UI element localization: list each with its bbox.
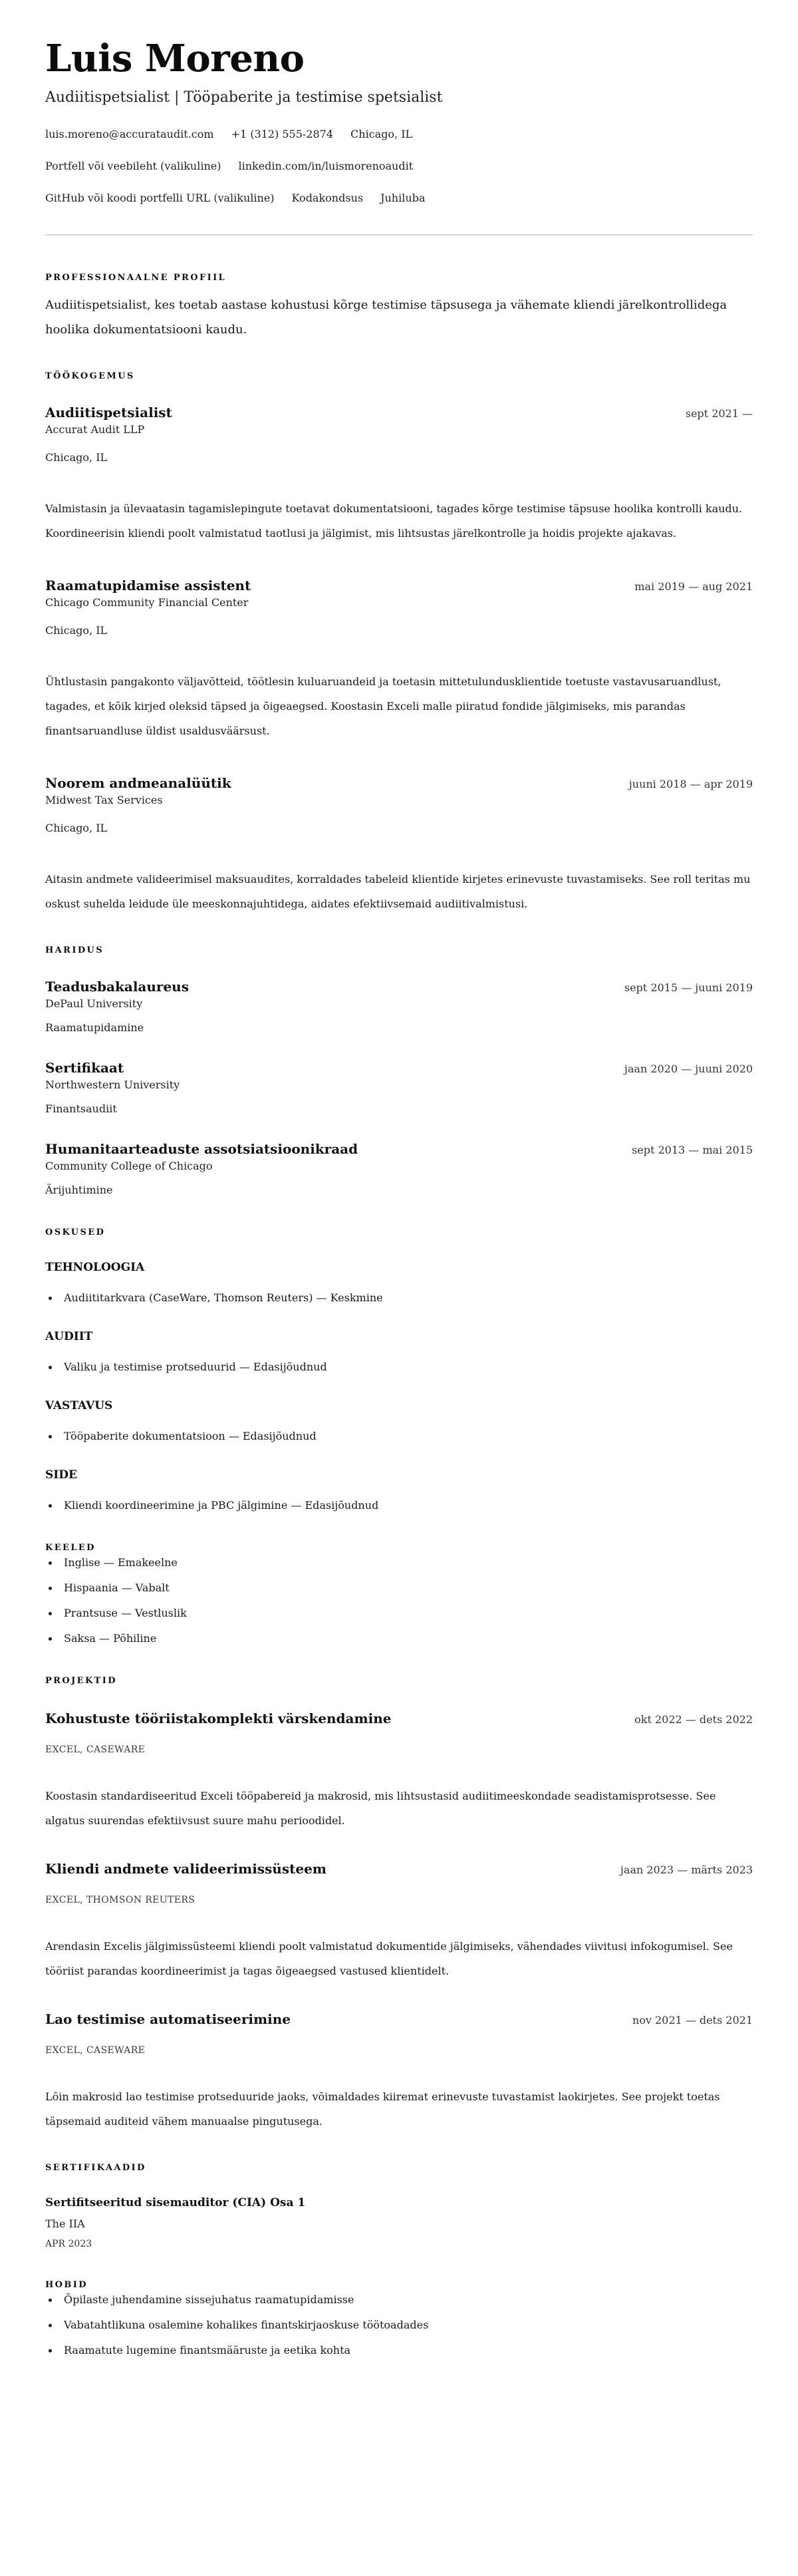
field-of-study: Ärijuhtimine xyxy=(45,1184,113,1196)
section-title-certifications: SERTIFIKAADID xyxy=(45,2163,146,2173)
hobby-item: Vabatahtlikuna osalemine kohalikes finantskirjaoskuse töötoadades xyxy=(45,2317,753,2333)
skill-item: Kliendi koordineerimine ja PBC jälgimine — Edasijõudnud xyxy=(45,1498,753,1514)
job-dates: mai 2019 — aug 2021 xyxy=(634,580,753,593)
education-dates: sept 2013 — mai 2015 xyxy=(632,1144,753,1156)
phone-number: +1 (312) 555-2874 xyxy=(231,128,334,140)
skills-section xyxy=(45,1226,753,1514)
job-description: Valmistasin ja ülevaatasin tagamislepingute toetavat dokumentatsiooni, tagades kõrge testimise täpsuse hoolika kontrolli kaudu. Koordineerisin kliendi poolt valmistatud taotlusi ja jälgimist, mis lihtsustas järelkontrolle ja hoidis projekte ajakavas. xyxy=(45,502,743,540)
linkedin-link[interactable]: linkedin.com/in/luismorenoaudit xyxy=(238,160,414,172)
degree-title: Humanitaarteaduste assotsiatsioonikraad xyxy=(45,1141,358,1157)
school-name: DePaul University xyxy=(45,997,143,1010)
job-title: Noorem andmeanalüütik xyxy=(45,775,231,791)
skill-group xyxy=(45,1259,753,1306)
skill-category: TEHNOLOOGIA xyxy=(45,1261,145,1274)
project-tech: EXCEL, CASEWARE xyxy=(45,2045,146,2056)
skill-item: Tööpaberite dokumentatsioon — Edasijõudnud xyxy=(45,1428,753,1444)
language-item: Hispaania — Vabalt xyxy=(45,1580,753,1596)
skill-list xyxy=(45,1359,753,1375)
job-company: Accurat Audit LLP xyxy=(45,423,145,436)
section-title-languages: KEELED xyxy=(45,1543,96,1553)
job-entry xyxy=(45,774,753,916)
contact-row xyxy=(45,126,753,142)
profile-section xyxy=(45,271,753,342)
project-entry xyxy=(45,1709,753,1833)
education-entry xyxy=(45,1058,753,1117)
job-dates: juuni 2018 — apr 2019 xyxy=(628,778,753,790)
profile-summary: Audiitispetsialist, kes toetab aastase kohustusi kõrge testimise täpsusega ja vähemate kliendi järelkontrollidega hoolika dokumentatsiooni kaudu. xyxy=(45,298,728,337)
language-item: Inglise — Emakeelne xyxy=(45,1555,753,1571)
job-location: Chicago, IL xyxy=(45,451,108,464)
project-dates: okt 2022 — dets 2022 xyxy=(634,1713,753,1726)
education-dates: sept 2015 — juuni 2019 xyxy=(624,981,753,994)
job-title: Raamatupidamise assistent xyxy=(45,577,251,593)
skill-category: AUDIIT xyxy=(45,1330,93,1343)
job-location: Chicago, IL xyxy=(45,822,108,834)
projects-section xyxy=(45,1675,753,2134)
project-dates: jaan 2023 — märts 2023 xyxy=(620,1863,753,1876)
certification-date: APR 2023 xyxy=(45,2239,92,2249)
certification-entry xyxy=(45,2195,753,2251)
field-of-study: Raamatupidamine xyxy=(45,1021,144,1034)
skill-group xyxy=(45,1398,753,1444)
contact-block xyxy=(45,126,753,206)
language-item: Prantsuse — Vestluslik xyxy=(45,1605,753,1621)
project-tech: EXCEL, THOMSON REUTERS xyxy=(45,1895,196,1905)
project-entry xyxy=(45,1859,753,1983)
project-entry xyxy=(45,2010,753,2134)
section-title-education: HARIDUS xyxy=(45,945,104,955)
section-title-profile: PROFESSIONAALNE PROFIIL xyxy=(45,273,227,283)
skill-category: SIDE xyxy=(45,1468,77,1482)
project-name: Lao testimise automatiseerimine xyxy=(45,2011,291,2027)
contact-row xyxy=(45,190,753,206)
project-name: Kliendi andmete valideerimissüsteem xyxy=(45,1861,327,1877)
project-description: Arendasin Excelis jälgimissüsteemi kliendi poolt valmistatud dokumentide jälgimiseks, vähendades viivitusi infokogumisel. See tööriist parandas koordineerimist ja tagas õigeaegsed vastused klientidelt. xyxy=(45,1940,733,1977)
education-section xyxy=(45,944,753,1198)
school-name: Northwestern University xyxy=(45,1078,180,1091)
language-list xyxy=(45,1555,753,1647)
job-entry xyxy=(45,403,753,546)
skill-group xyxy=(45,1329,753,1375)
section-title-skills: OSKUSED xyxy=(45,1227,106,1237)
field-of-study: Finantsaudiit xyxy=(45,1102,117,1115)
project-name: Kohustuste tööriistakomplekti värskendamine xyxy=(45,1710,392,1726)
skill-list xyxy=(45,1428,753,1444)
job-description: Aitasin andmete valideerimisel maksuaudites, korraldades tabeleid klientide kirjetes erinevuste tuvastamiseks. See roll teritas mu oskust suhelda leidude üle meeskonnajuhtidega, aidates efektiivsemaid audiitivalmistusi. xyxy=(45,873,751,910)
location: Chicago, IL xyxy=(350,128,413,140)
education-entry xyxy=(45,977,753,1036)
certification-issuer: The IIA xyxy=(45,2217,85,2230)
experience-section xyxy=(45,370,753,916)
hobby-item: Raamatute lugemine finantsmääruste ja eetika kohta xyxy=(45,2342,753,2358)
project-dates: nov 2021 — dets 2021 xyxy=(632,2014,753,2026)
job-company: Chicago Community Financial Center xyxy=(45,596,249,609)
resume-header xyxy=(45,35,753,236)
skill-list xyxy=(45,1290,753,1306)
drivers-license: Juhiluba xyxy=(380,192,426,204)
degree-title: Sertifikaat xyxy=(45,1060,124,1076)
degree-title: Teadusbakalaureus xyxy=(45,979,189,995)
email-link[interactable]: luis.moreno@accurataudit.com xyxy=(45,128,214,140)
hobby-list xyxy=(45,2292,753,2358)
job-entry xyxy=(45,576,753,743)
section-title-experience: TÖÖKOGEMUS xyxy=(45,371,135,381)
project-description: Koostasin standardiseeritud Exceli tööpabereid ja makrosid, mis lihtsustasid audiitimeeskondade seadistamisprotsesse. See algatus suurendas efektiivsust suure mahu perioodidel. xyxy=(45,1790,716,1827)
hobbies-section xyxy=(45,2279,753,2358)
project-description: Lõin makrosid lao testimise protseduuride jaoks, võimaldades kiiremat erinevuste tuvastamist laokirjetes. See projekt toetas täpsemaid auditeid vähem manuaalse pingutusega. xyxy=(45,2090,720,2128)
section-title-hobbies: HOBID xyxy=(45,2280,88,2290)
skill-item: Audiititarkvara (CaseWare, Thomson Reuters) — Keskmine xyxy=(45,1290,753,1306)
section-title-projects: PROJEKTID xyxy=(45,1676,117,1686)
school-name: Community College of Chicago xyxy=(45,1160,213,1172)
job-dates: sept 2021 — xyxy=(685,407,753,420)
education-dates: jaan 2020 — juuni 2020 xyxy=(624,1062,753,1075)
candidate-name: Luis Moreno xyxy=(45,37,305,80)
skill-list xyxy=(45,1498,753,1514)
skill-item: Valiku ja testimise protseduurid — Edasijõudnud xyxy=(45,1359,753,1375)
skill-category: VASTAVUS xyxy=(45,1399,113,1412)
header-divider xyxy=(45,234,753,236)
citizenship: Kodakondsus xyxy=(291,192,364,204)
github-link[interactable]: GitHub või koodi portfelli URL (valikuline) xyxy=(45,192,275,204)
job-location: Chicago, IL xyxy=(45,624,108,637)
job-company: Midwest Tax Services xyxy=(45,794,163,806)
languages-section xyxy=(45,1541,753,1647)
job-description: Ühtlustasin pangakonto väljavõtteid, töötlesin kuluaruandeid ja toetasin mittetulundusklientide toetuste vastavusaruandlust, tagades, et kõik kirjed oleksid täpsed ja õigeaegsed. Koostasin Exceli malle piiratud fondide jälgimiseks, mis parandas finantsaruandluse üldist usaldusväärsust. xyxy=(45,675,722,737)
candidate-headline: Audiitispetsialist | Tööpaberite ja testimise spetsialist xyxy=(45,89,443,106)
certifications-section xyxy=(45,2162,753,2251)
language-item: Saksa — Põhiline xyxy=(45,1631,753,1647)
portfolio-link[interactable]: Portfell või veebileht (valikuline) xyxy=(45,160,221,172)
certification-name: Sertifitseeritud sisemauditor (CIA) Osa 1 xyxy=(45,2196,306,2209)
education-entry xyxy=(45,1140,753,1198)
skill-group xyxy=(45,1467,753,1514)
hobby-item: Õpilaste juhendamine sissejuhatus raamatupidamisse xyxy=(45,2292,753,2308)
project-tech: EXCEL, CASEWARE xyxy=(45,1744,146,1755)
job-title: Audiitispetsialist xyxy=(45,404,172,420)
contact-row xyxy=(45,158,753,174)
